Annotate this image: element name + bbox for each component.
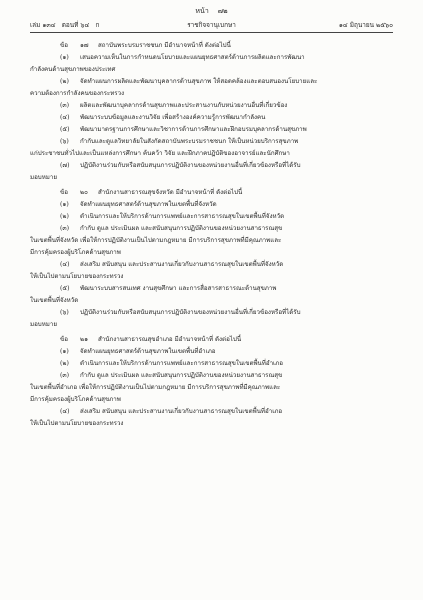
continuation-text: มอบหมาย <box>30 321 57 328</box>
item-text: ส่งเสริม สนับสนุน และประสานงานเกี่ยวกับงานสาธารณสุขในเขตพื้นที่จังหวัด <box>80 261 284 268</box>
continuation-line <box>0 394 423 406</box>
section-title: สำนักงานสาธารณสุขอำเภอ มีอำนาจหน้าที่ ดังต่อไปนี้ <box>98 336 242 343</box>
item-marker: (๓) <box>60 372 70 379</box>
list-item <box>0 406 423 418</box>
section-heading <box>0 40 423 52</box>
item-marker: (๑) <box>60 348 69 355</box>
continuation-line <box>0 235 423 247</box>
continuation-text: ในเขตพื้นที่อำเภอ เพื่อให้การปฏิบัติงานเป็นไปตามกฎหมาย มีการบริการสุขภาพที่มีคุณภาพและ <box>30 384 281 391</box>
item-marker: (๖) <box>60 309 69 316</box>
continuation-line <box>0 247 423 259</box>
continuation-text: มอบหมาย <box>30 174 57 181</box>
list-item <box>0 136 423 148</box>
item-text: กำกับและดูแลวิทยาลัยในสังกัดสถาบันพระบรมราชชนก ให้เป็นหน่วยบริการสุขภาพ <box>80 138 299 145</box>
item-text: ปฏิบัติงานร่วมกับหรือสนับสนุนการปฏิบัติงานของหน่วยงานอื่นที่เกี่ยวข้องหรือที่ได้รับ <box>80 309 301 316</box>
item-marker: (๑) <box>60 54 69 61</box>
item-text: ส่งเสริม สนับสนุน และประสานงานเกี่ยวกับงานสาธารณสุขในเขตพื้นที่อำเภอ <box>80 408 283 415</box>
issue-label: ตอนที่ <box>61 21 79 29</box>
continuation-line <box>0 148 423 160</box>
continuation-text: ความต้องการกำลังคนของกระทรวง <box>30 90 125 97</box>
section-label: ข้อ <box>60 189 68 196</box>
item-marker: (๔) <box>60 261 70 268</box>
item-text: พัฒนามาตรฐานการศึกษาและวิชาการด้านการศึกษาและฝึกอบรมบุคลากรด้านสุขภาพ <box>80 126 307 133</box>
list-item <box>0 100 423 112</box>
list-item <box>0 307 423 319</box>
issue-suffix: ก <box>95 21 100 29</box>
list-item <box>0 346 423 358</box>
section-number: ๑๗ <box>80 42 89 49</box>
item-text: เสนอความเห็นในการกำหนดนโยบายและแผนยุทธศาสตร์ด้านการผลิตและการพัฒนา <box>80 54 305 61</box>
item-text: ผลิตและพัฒนาบุคลากรด้านสุขภาพและประสานงานกับหน่วยงานอื่นที่เกี่ยวข้อง <box>80 102 288 109</box>
continuation-text: ในเขตพื้นที่จังหวัด เพื่อให้การปฏิบัติงานเป็นไปตามกฎหมาย มีการบริการสุขภาพที่มีคุณภาพและ <box>30 237 282 244</box>
continuation-line <box>0 382 423 394</box>
continuation-text: มีการคุ้มครองผู้บริโภคด้านสุขภาพ <box>30 249 121 256</box>
item-marker: (๗) <box>60 162 70 169</box>
continuation-text: มีการคุ้มครองผู้บริโภคด้านสุขภาพ <box>30 396 121 403</box>
list-item <box>0 112 423 124</box>
item-text: พัฒนาระบบข้อมูลและงานวิจัย เพื่อสร้างองค์ความรู้การพัฒนากำลังคน <box>80 114 266 121</box>
item-text: กำกับ ดูแล ประเมินผล และสนับสนุนการปฏิบัติงานของหน่วยงานสาธารณสุข <box>80 372 283 379</box>
publication-name: ราชกิจจานุเบกษา <box>187 21 236 29</box>
list-item <box>0 223 423 235</box>
item-marker: (๔) <box>60 408 70 415</box>
item-marker: (๖) <box>60 138 69 145</box>
item-marker: (๓) <box>60 225 70 232</box>
list-item <box>0 52 423 64</box>
item-text: ปฏิบัติงานร่วมกับหรือสนับสนุนการปฏิบัติงานของหน่วยงานอื่นที่เกี่ยวข้องหรือที่ได้รับ <box>80 162 301 169</box>
continuation-text: ในเขตพื้นที่จังหวัด <box>30 297 79 304</box>
item-text: จัดทำแผนการผลิตและพัฒนาบุคลากรด้านสุขภาพ ให้สอดคล้องและตอบสนองนโยบายและ <box>80 78 318 85</box>
section-heading-text <box>60 334 241 345</box>
page-number: ๗๒ <box>217 7 228 15</box>
section-label: ข้อ <box>60 42 68 49</box>
item-marker: (๒) <box>60 78 69 85</box>
section-number: ๒๐ <box>80 189 88 196</box>
item-marker: (๕) <box>60 126 70 133</box>
item-text: ดำเนินการและให้บริการด้านการแพทย์และการสาธารณสุขในเขตพื้นที่อำเภอ <box>80 360 283 367</box>
continuation-line <box>0 64 423 76</box>
section-heading <box>0 334 423 346</box>
page-header <box>0 0 423 40</box>
list-item <box>0 124 423 136</box>
section-number: ๒๑ <box>80 336 89 343</box>
item-marker: (๑) <box>60 201 69 208</box>
section-label: ข้อ <box>60 336 68 343</box>
list-item <box>0 259 423 271</box>
continuation-text: แก่ประชาชนทั่วไปและเป็นแหล่งการศึกษา ค้นคว้า วิจัย และฝึกภาคปฏิบัติของอาจารย์และนักศึกษา <box>30 150 290 157</box>
list-item <box>0 358 423 370</box>
continuation-line <box>0 88 423 100</box>
item-marker: (๓) <box>60 102 70 109</box>
item-marker: (๒) <box>60 213 69 220</box>
item-marker: (๔) <box>60 114 70 121</box>
item-text: ดำเนินการและให้บริการด้านการแพทย์และการสาธารณสุขในเขตพื้นที่จังหวัด <box>80 213 285 220</box>
page-label: หน้า <box>195 7 209 15</box>
issue-number: ๖๔ <box>80 21 90 29</box>
section-heading <box>0 187 423 199</box>
item-marker: (๒) <box>60 360 69 367</box>
item-text: กำกับ ดูแล ประเมินผล และสนับสนุนการปฏิบัติงานของหน่วยงานสาธารณสุข <box>80 225 283 232</box>
continuation-line <box>0 418 423 430</box>
continuation-line <box>0 271 423 283</box>
header-row <box>30 20 393 30</box>
header-rule <box>30 32 393 33</box>
continuation-text: กำลังคนด้านสุขภาพของประเทศ <box>30 66 116 73</box>
item-text: จัดทำแผนยุทธศาสตร์ด้านสุขภาพในเขตพื้นที่จังหวัด <box>80 201 217 208</box>
list-item <box>0 76 423 88</box>
list-item <box>0 370 423 382</box>
publication-date: ๑๔ มิถุนายน ๒๕๖๐ <box>338 21 393 29</box>
item-text: จัดทำแผนยุทธศาสตร์ด้านสุขภาพในเขตพื้นที่อำเภอ <box>80 348 216 355</box>
item-text: พัฒนาระบบสารสนเทศ งานสุขศึกษา และการสื่อสารสาธารณะด้านสุขภาพ <box>80 285 277 292</box>
list-item <box>0 160 423 172</box>
volume-number: ๑๓๔ <box>42 21 56 29</box>
item-marker: (๕) <box>60 285 70 292</box>
list-item <box>0 211 423 223</box>
document-body <box>0 40 423 430</box>
continuation-text: ให้เป็นไปตามนโยบายของกระทรวง <box>30 420 124 427</box>
continuation-line <box>0 172 423 184</box>
section-title: สถาบันพระบรมราชชนก มีอำนาจหน้าที่ ดังต่อไปนี้ <box>98 42 231 49</box>
continuation-line <box>0 319 423 331</box>
volume-label: เล่ม <box>30 21 41 29</box>
continuation-text: ให้เป็นไปตามนโยบายของกระทรวง <box>30 273 124 280</box>
list-item <box>0 283 423 295</box>
continuation-line <box>0 295 423 307</box>
section-title: สำนักงานสาธารณสุขจังหวัด มีอำนาจหน้าที่ ดังต่อไปนี้ <box>98 189 243 196</box>
section-heading-text <box>60 40 231 51</box>
page-number-line <box>0 6 423 17</box>
section-heading-text <box>60 187 242 198</box>
list-item <box>0 199 423 211</box>
